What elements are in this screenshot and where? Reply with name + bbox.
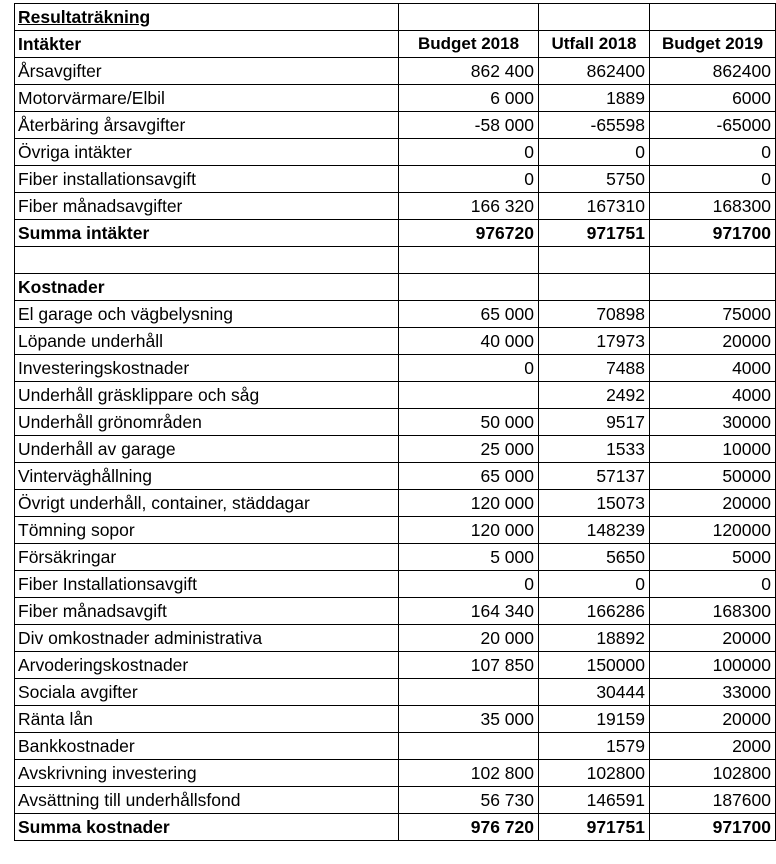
row-label: Underhåll av garage (15, 435, 399, 462)
income-row (15, 193, 776, 220)
cost-row (15, 408, 776, 435)
income-row (15, 139, 776, 166)
budget-2018-cell: 0 (399, 139, 539, 166)
cost-row (15, 354, 776, 381)
budget-2019-cell: 20000 (650, 489, 776, 516)
row-label: Summa intäkter (15, 220, 399, 247)
result-statement-body (15, 4, 776, 841)
budget-2018-cell: 65 000 (399, 462, 539, 489)
budget-2019-cell: 0 (650, 139, 776, 166)
utfall-2018-cell: 150000 (539, 651, 650, 678)
empty-cell (539, 273, 650, 300)
utfall-2018-cell: 1579 (539, 732, 650, 759)
empty-cell (15, 247, 399, 274)
budget-2019-cell: 168300 (650, 193, 776, 220)
budget-2018-cell: 20 000 (399, 624, 539, 651)
column-header-budget-2019: Budget 2019 (650, 31, 776, 58)
income-total-row (15, 220, 776, 247)
row-label: Ränta lån (15, 705, 399, 732)
utfall-2018-cell: 1533 (539, 435, 650, 462)
income-row (15, 112, 776, 139)
empty-cell (399, 273, 539, 300)
utfall-2018-cell: 2492 (539, 381, 650, 408)
row-label: Div omkostnader administrativa (15, 624, 399, 651)
row-label: Summa kostnader (15, 813, 399, 840)
budget-2018-cell: 102 800 (399, 759, 539, 786)
utfall-2018-cell: 9517 (539, 408, 650, 435)
row-label: Underhåll grönområden (15, 408, 399, 435)
cost-header: Kostnader (15, 273, 399, 300)
cost-row (15, 489, 776, 516)
income-header: Intäkter (15, 31, 399, 58)
row-label: Fiber installationsavgift (15, 166, 399, 193)
budget-2018-cell (399, 678, 539, 705)
row-label: Sociala avgifter (15, 678, 399, 705)
budget-2018-cell: 0 (399, 166, 539, 193)
income-row (15, 85, 776, 112)
utfall-2018-cell: 30444 (539, 678, 650, 705)
row-label: Investeringskostnader (15, 354, 399, 381)
row-label: Arvoderingskostnader (15, 651, 399, 678)
budget-2018-cell: 120 000 (399, 516, 539, 543)
blank-row (15, 247, 776, 274)
cost-row (15, 516, 776, 543)
budget-2018-cell: 0 (399, 570, 539, 597)
cost-row (15, 570, 776, 597)
row-label: Bankkostnader (15, 732, 399, 759)
empty-cell (399, 4, 539, 31)
cost-row (15, 543, 776, 570)
budget-2019-cell: 4000 (650, 381, 776, 408)
cost-header-row (15, 273, 776, 300)
cost-row (15, 786, 776, 813)
utfall-2018-cell: 971751 (539, 813, 650, 840)
utfall-2018-cell: 1889 (539, 85, 650, 112)
column-header-budget-2018: Budget 2018 (399, 31, 539, 58)
budget-2019-cell: 6000 (650, 85, 776, 112)
utfall-2018-cell: 148239 (539, 516, 650, 543)
budget-2018-cell: 120 000 (399, 489, 539, 516)
budget-2018-cell: 56 730 (399, 786, 539, 813)
row-label: Fiber Installationsavgift (15, 570, 399, 597)
utfall-2018-cell: 57137 (539, 462, 650, 489)
cost-row (15, 651, 776, 678)
budget-2018-cell: 976720 (399, 220, 539, 247)
row-label: El garage och vägbelysning (15, 300, 399, 327)
budget-2018-cell: 65 000 (399, 300, 539, 327)
budget-2019-cell: 0 (650, 166, 776, 193)
cost-row (15, 381, 776, 408)
row-label: Övrigt underhåll, container, städdagar (15, 489, 399, 516)
row-label: Återbäring årsavgifter (15, 112, 399, 139)
budget-2018-cell: 166 320 (399, 193, 539, 220)
budget-2019-cell: 971700 (650, 813, 776, 840)
budget-2018-cell: -58 000 (399, 112, 539, 139)
budget-2018-cell: 6 000 (399, 85, 539, 112)
empty-cell (399, 247, 539, 274)
budget-2019-cell: 102800 (650, 759, 776, 786)
income-header-row (15, 31, 776, 58)
budget-2018-cell (399, 381, 539, 408)
budget-2018-cell (399, 732, 539, 759)
utfall-2018-cell: 5650 (539, 543, 650, 570)
utfall-2018-cell: 7488 (539, 354, 650, 381)
budget-2018-cell: 50 000 (399, 408, 539, 435)
budget-2019-cell: 33000 (650, 678, 776, 705)
budget-2018-cell: 40 000 (399, 327, 539, 354)
utfall-2018-cell: 15073 (539, 489, 650, 516)
budget-2019-cell: 2000 (650, 732, 776, 759)
utfall-2018-cell: 18892 (539, 624, 650, 651)
row-label: Avskrivning investering (15, 759, 399, 786)
title-row (15, 4, 776, 31)
budget-2019-cell: 5000 (650, 543, 776, 570)
utfall-2018-cell: 102800 (539, 759, 650, 786)
cost-row (15, 624, 776, 651)
budget-2019-cell: -65000 (650, 112, 776, 139)
row-label: Löpande underhåll (15, 327, 399, 354)
utfall-2018-cell: 0 (539, 570, 650, 597)
budget-2018-cell: 862 400 (399, 58, 539, 85)
budget-2019-cell: 50000 (650, 462, 776, 489)
budget-2018-cell: 0 (399, 354, 539, 381)
budget-2019-cell: 20000 (650, 705, 776, 732)
row-label: Motorvärmare/Elbil (15, 85, 399, 112)
budget-2019-cell: 75000 (650, 300, 776, 327)
utfall-2018-cell: 5750 (539, 166, 650, 193)
utfall-2018-cell: 0 (539, 139, 650, 166)
empty-cell (650, 273, 776, 300)
budget-2018-cell: 107 850 (399, 651, 539, 678)
column-header-utfall-2018: Utfall 2018 (539, 31, 650, 58)
cost-total-row (15, 813, 776, 840)
cost-row (15, 435, 776, 462)
utfall-2018-cell: 862400 (539, 58, 650, 85)
income-row (15, 58, 776, 85)
budget-2019-cell: 168300 (650, 597, 776, 624)
cost-row (15, 327, 776, 354)
empty-cell (539, 4, 650, 31)
budget-2018-cell: 25 000 (399, 435, 539, 462)
cost-row (15, 759, 776, 786)
utfall-2018-cell: 167310 (539, 193, 650, 220)
utfall-2018-cell: 166286 (539, 597, 650, 624)
budget-2019-cell: 100000 (650, 651, 776, 678)
budget-2019-cell: 30000 (650, 408, 776, 435)
cost-row (15, 462, 776, 489)
row-label: Fiber månadsavgift (15, 597, 399, 624)
row-label: Avsättning till underhållsfond (15, 786, 399, 813)
cost-row (15, 678, 776, 705)
budget-2018-cell: 35 000 (399, 705, 539, 732)
cost-row (15, 597, 776, 624)
budget-2019-cell: 0 (650, 570, 776, 597)
budget-2019-cell: 971700 (650, 220, 776, 247)
row-label: Tömning sopor (15, 516, 399, 543)
cost-row (15, 705, 776, 732)
budget-2019-cell: 862400 (650, 58, 776, 85)
budget-2019-cell: 4000 (650, 354, 776, 381)
row-label: Försäkringar (15, 543, 399, 570)
empty-cell (650, 4, 776, 31)
budget-2019-cell: 10000 (650, 435, 776, 462)
utfall-2018-cell: 19159 (539, 705, 650, 732)
budget-2019-cell: 20000 (650, 624, 776, 651)
utfall-2018-cell: -65598 (539, 112, 650, 139)
budget-2018-cell: 164 340 (399, 597, 539, 624)
utfall-2018-cell: 146591 (539, 786, 650, 813)
empty-cell (650, 247, 776, 274)
budget-2019-cell: 20000 (650, 327, 776, 354)
budget-2018-cell: 976 720 (399, 813, 539, 840)
row-label: Vinterväghållning (15, 462, 399, 489)
budget-2018-cell: 5 000 (399, 543, 539, 570)
empty-cell (539, 247, 650, 274)
cost-row (15, 732, 776, 759)
row-label: Övriga intäkter (15, 139, 399, 166)
income-row (15, 166, 776, 193)
utfall-2018-cell: 17973 (539, 327, 650, 354)
utfall-2018-cell: 70898 (539, 300, 650, 327)
row-label: Fiber månadsavgifter (15, 193, 399, 220)
result-statement-table (14, 3, 776, 841)
cost-row (15, 300, 776, 327)
sheet-title: Resultaträkning (15, 4, 399, 31)
row-label: Årsavgifter (15, 58, 399, 85)
budget-2019-cell: 187600 (650, 786, 776, 813)
utfall-2018-cell: 971751 (539, 220, 650, 247)
row-label: Underhåll gräsklippare och såg (15, 381, 399, 408)
budget-2019-cell: 120000 (650, 516, 776, 543)
